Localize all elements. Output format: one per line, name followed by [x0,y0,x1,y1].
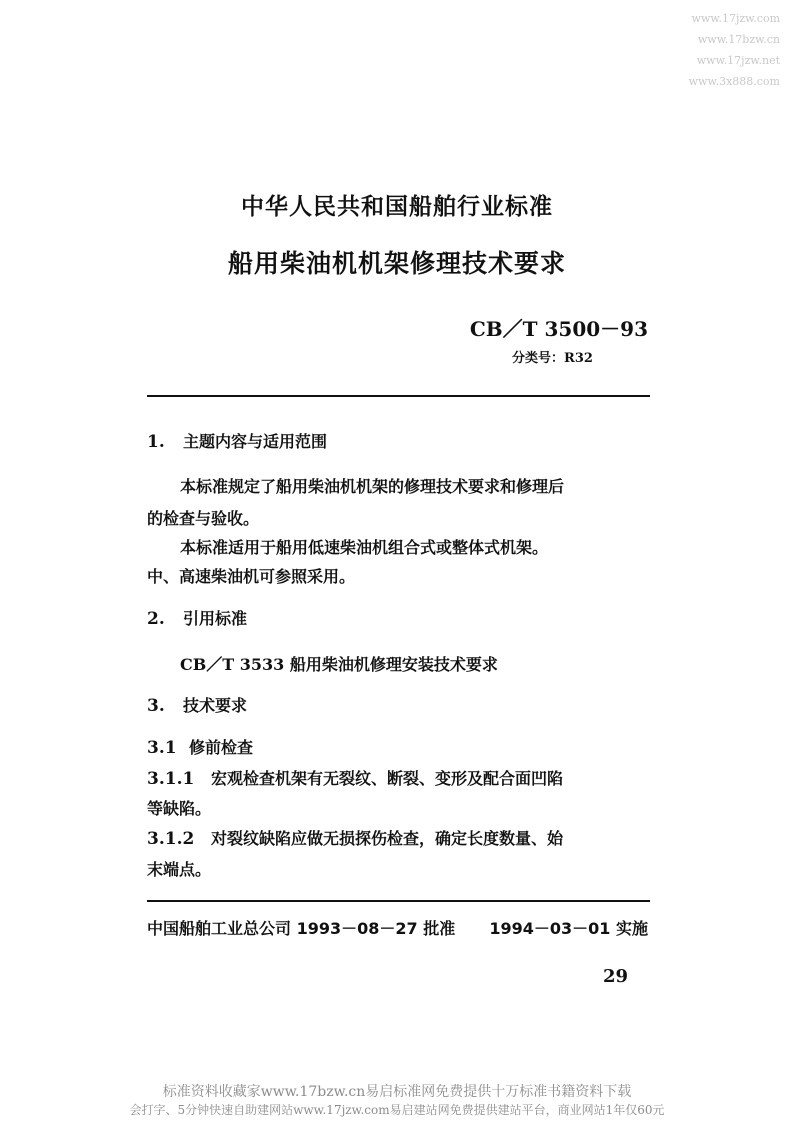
classification-label: 分类号： [512,351,565,366]
section-number: 1. [147,432,165,452]
section-title: 修前检查 [189,738,254,757]
footer-divider [147,900,650,902]
reference-title: 船用柴油机修理安装技术要求 [289,655,498,674]
clause-text: 对裂纹缺陷应做无损探伤检查，确定长度数量、始 [211,829,564,848]
section-2-heading [147,609,247,629]
clause-3-1-1 [147,769,563,789]
bottom-watermark-line-1: 标准资料收藏家www.17bzw.cn易启标准网免费提供十万标准书籍资料下载 [162,1084,632,1100]
top-watermark [660,8,780,92]
watermark-url: www.3x888.com [688,75,780,88]
section-3-1-heading [147,738,253,758]
watermark-url: www.17jzw.com [691,12,780,25]
paragraph-line: 末端点。 [147,860,212,879]
classification-number [512,347,593,366]
referenced-standard [180,655,498,675]
effective-date: 1994－03－01 实施 [489,919,648,938]
watermark-url: www.17bzw.cn [697,33,780,46]
header-divider [147,395,650,397]
section-number: 3.1 [147,738,177,758]
section-number: 3. [147,696,165,716]
paragraph-line: 等缺陷。 [147,799,212,818]
page-number: 29 [602,966,628,987]
standard-code: CB／T 3500－93 [469,317,648,341]
reference-code: CB／T 3533 [180,655,285,674]
section-title: 主题内容与适用范围 [183,432,328,451]
paragraph-line: 的检查与验收。 [147,509,260,528]
document-title: 船用柴油机机架修理技术要求 [227,249,566,278]
bottom-watermark-line-2: 会打字、5分钟快速自助建网站www.17jzw.com易启建站网免费提供建站平台，商业网站1年仅60元 [129,1103,665,1117]
clause-text: 宏观检查机架有无裂纹、断裂、变形及配合面凹陷 [211,769,564,788]
section-title: 技术要求 [183,696,248,715]
standard-header: 中华人民共和国船舶行业标准 [241,194,553,220]
section-1-heading [147,432,327,452]
section-title: 引用标准 [183,609,248,628]
clause-number: 3.1.1 [147,769,195,789]
classification-value: R32 [564,351,593,366]
watermark-url: www.17jzw.net [696,54,780,67]
clause-number: 3.1.2 [147,829,195,849]
section-number: 2. [147,609,165,629]
paragraph-line: 本标准规定了船用柴油机机架的修理技术要求和修理后 [180,477,565,496]
clause-3-1-2 [147,829,563,849]
section-3-heading [147,696,247,716]
approval-statement: 中国船舶工业总公司 1993－08－27 批准 [147,919,456,938]
paragraph-line: 本标准适用于船用低速柴油机组合式或整体式机架。 [180,538,549,557]
paragraph-line: 中、高速柴油机可参照采用。 [147,567,356,586]
